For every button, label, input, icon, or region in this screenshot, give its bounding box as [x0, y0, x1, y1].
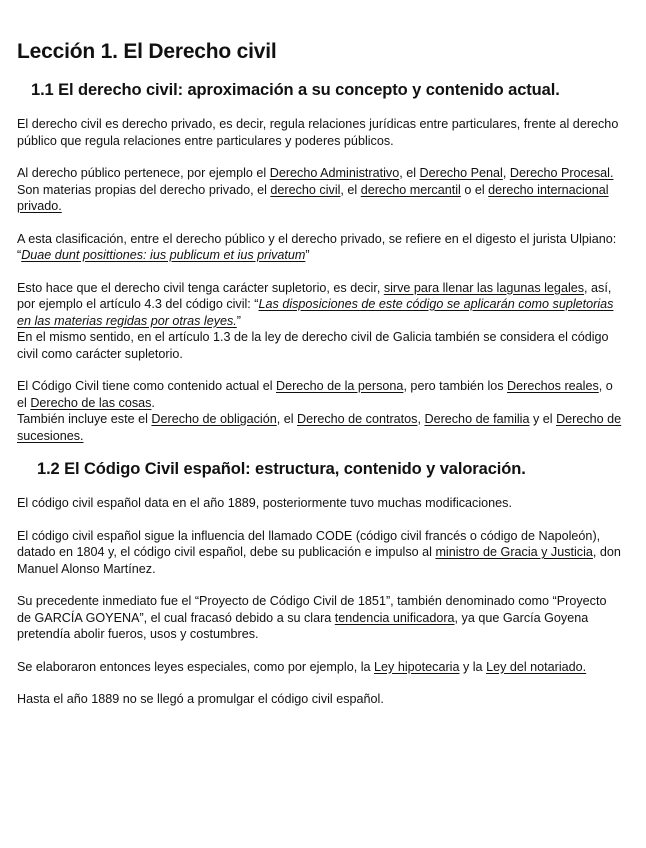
text: , así, por ejemplo el artículo 4.3 del código civil: “ [17, 280, 612, 311]
term-derechos-reales: Derechos reales [507, 379, 599, 393]
text: , pero también los [403, 379, 508, 393]
text: ” [236, 313, 241, 328]
s1-paragraph-7 [17, 378, 622, 411]
term-derecho-procesal: Derecho Procesal. [509, 166, 614, 180]
text: Esto hace que el derecho civil tenga carácter supletorio, es decir, [17, 280, 384, 295]
s2-paragraph-2 [17, 528, 622, 578]
term-derecho-mercantil: derecho mercantil [360, 182, 461, 197]
text: o el [460, 182, 489, 197]
term-derecho-obligacion: Derecho de obligación [151, 412, 277, 426]
text: Se elaboraron entonces leyes especiales, como por ejemplo, la [17, 659, 375, 674]
s1-paragraph-1: El derecho civil es derecho privado, es decir, regula relaciones jurídicas entre particulares, frente al derecho público que regula relaciones entre particulares y poderes públicos. [17, 117, 619, 148]
text: ” [305, 248, 310, 262]
term-ley-notariado: Ley del notariado. [486, 659, 587, 674]
text: Al derecho público pertenece, por ejemplo el [17, 166, 270, 180]
text: y la [459, 659, 487, 674]
page-title: Lección 1. El Derecho civil [17, 40, 277, 63]
text: , el [340, 182, 361, 197]
ulpiano-quote: Duae dunt posittiones: ius publicum et ius privatum [21, 248, 306, 262]
term-lagunas-legales: sirve para llenar las lagunas legales [383, 280, 585, 295]
term-derecho-contratos: Derecho de contratos [297, 412, 418, 426]
text: A esta clasificación, entre el derecho público y el derecho privado, se refiere en el digesto el jurista Ulpiano: “ [17, 231, 617, 262]
text: El Código Civil tiene como contenido actual el [17, 379, 277, 393]
section-2-heading: 1.2 El Código Civil español: estructura, contenido y valoración. [37, 460, 526, 478]
text: , el [399, 166, 420, 180]
s2-paragraph-5: Hasta el año 1889 no se llegó a promulgar el código civil español. [17, 692, 384, 706]
s2-paragraph-1: El código civil español data en el año 1889, posteriormente tuvo muchas modificaciones. [17, 496, 512, 510]
text: Su precedente inmediato fue el “Proyecto de Código Civil de 1851”, también denominado como “Proyecto de GARCÍA GOYENA”, el cual fracasó debido a su clara [17, 594, 607, 625]
term-derecho-sucesiones: Derecho de sucesiones. [17, 412, 622, 443]
term-derecho-persona: Derecho de la persona [276, 379, 404, 393]
text: El código civil español sigue la influencia del llamado CODE (código civil francés o código de Napoleón), datado en 1804 y, el código civil español, debe su publicación e impulso al [17, 528, 601, 559]
text: , el [276, 412, 298, 426]
term-tendencia-unificadora: tendencia unificadora [334, 610, 455, 625]
text: , don Manuel Alonso Martínez. [17, 545, 621, 576]
term-derecho-familia: Derecho de familia [424, 412, 530, 426]
text: , [417, 412, 425, 426]
term-derecho-internacional-privado: derecho internacional privado. [17, 182, 609, 213]
term-derecho-administrativo: Derecho Administrativo [269, 166, 400, 180]
s1-paragraph-6: En el mismo sentido, en el artículo 1.3 de la ley de derecho civil de Galicia también se considera el código civil como carácter supletorio. [17, 330, 609, 361]
s1-paragraph-3 [17, 182, 622, 215]
text: Son materias propias del derecho privado, el [17, 182, 271, 197]
section-1-heading: 1.1 El derecho civil: aproximación a su concepto y contenido actual. [31, 81, 560, 99]
s2-paragraph-3 [17, 593, 622, 643]
term-ministro-gracia-justicia: ministro de Gracia y Justicia [435, 545, 593, 559]
text: , ya que García Goyena pretendía abolir fueros, usos y costumbres. [17, 610, 589, 641]
text: , o el [17, 379, 613, 410]
text: . [151, 395, 155, 410]
term-derecho-civil: derecho civil [270, 182, 341, 197]
text: y el [529, 412, 557, 426]
term-derecho-penal: Derecho Penal [419, 166, 503, 180]
s1-paragraph-2 [17, 165, 622, 182]
s1-paragraph-8 [17, 411, 622, 444]
s1-paragraph-5 [17, 280, 622, 330]
term-derecho-cosas: Derecho de las cosas [30, 395, 152, 410]
term-ley-hipotecaria: Ley hipotecaria [374, 659, 460, 674]
article-quote: Las disposiciones de este código se aplicarán como supletorias en las materias regidas por otras leyes. [17, 297, 614, 328]
text: También incluye este el [17, 412, 152, 426]
s1-paragraph-4 [17, 231, 622, 264]
text: , [502, 166, 510, 180]
s2-paragraph-4 [17, 659, 622, 676]
